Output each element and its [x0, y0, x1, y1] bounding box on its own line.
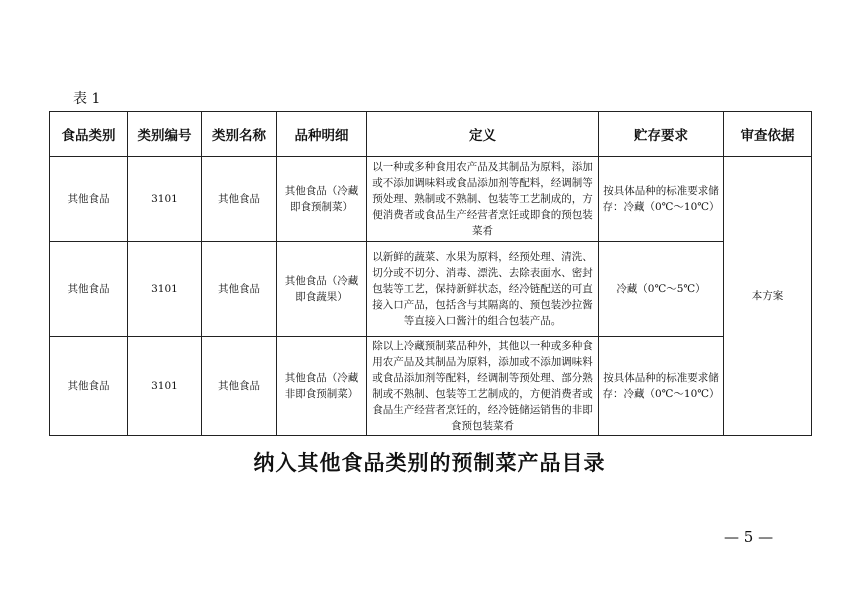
header-review-basis: 审查依据: [724, 112, 812, 157]
cell-variety: 其他食品（冷藏即食蔬果）: [277, 242, 367, 337]
cell-category-name: 其他食品: [202, 337, 277, 436]
table-row: [50, 157, 812, 242]
cell-food-category: 其他食品: [50, 337, 128, 436]
page-number: — 5 —: [724, 528, 774, 546]
cell-category-code: 3101: [128, 337, 202, 436]
header-storage: 贮存要求: [599, 112, 724, 157]
cell-food-category: 其他食品: [50, 157, 128, 242]
header-variety: 品种明细: [277, 112, 367, 157]
cell-category-code: 3101: [128, 157, 202, 242]
header-food-category: 食品类别: [50, 112, 128, 157]
cell-category-name: 其他食品: [202, 242, 277, 337]
cell-definition: 以一种或多种食用农产品及其制品为原料，添加或不添加调味料或食品添加剂等配料，经调制等预处理、熟制或不熟制、包装等工艺制成的，方便消费者或食品生产经营者烹饪或即食的预包装菜肴: [367, 157, 599, 242]
header-category-code: 类别编号: [128, 112, 202, 157]
product-catalog-table: [49, 111, 812, 436]
cell-storage: 冷藏（0℃～5℃）: [599, 242, 724, 337]
header-definition: 定义: [367, 112, 599, 157]
table-label: 表 1: [73, 91, 101, 107]
cell-storage: 按具体品种的标准要求储存：冷藏（0℃～10℃）: [599, 157, 724, 242]
table-row: [50, 242, 812, 337]
table-row: [50, 337, 812, 436]
document-title: 纳入其他食品类别的预制菜产品目录: [253, 451, 606, 475]
cell-review-basis: 本方案: [724, 157, 812, 436]
cell-variety: 其他食品（冷藏即食预制菜）: [277, 157, 367, 242]
cell-storage: 按具体品种的标准要求储存：冷藏（0℃～10℃）: [599, 337, 724, 436]
cell-definition: 除以上冷藏预制菜品种外，其他以一种或多种食用农产品及其制品为原料，添加或不添加调味料或食品添加剂等配料，经调制等预处理、部分熟制或不熟制、包装等工艺制成的，方便消费者或食品生产经营者烹饪的，经冷链储运销售的非即食预包装菜肴: [367, 337, 599, 436]
cell-variety: 其他食品（冷藏非即食预制菜）: [277, 337, 367, 436]
cell-definition: 以新鲜的蔬菜、水果为原料，经预处理、清洗、切分或不切分、消毒、漂洗、去除表面水、密封包装等工艺，保持新鲜状态，经冷链配送的可直接入口产品，包括含与其隔离的、预包装沙拉酱等直接入口酱汁的组合包装产品。: [367, 242, 599, 337]
cell-category-name: 其他食品: [202, 157, 277, 242]
header-category-name: 类别名称: [202, 112, 277, 157]
table-header-row: [50, 112, 812, 157]
cell-category-code: 3101: [128, 242, 202, 337]
cell-food-category: 其他食品: [50, 242, 128, 337]
